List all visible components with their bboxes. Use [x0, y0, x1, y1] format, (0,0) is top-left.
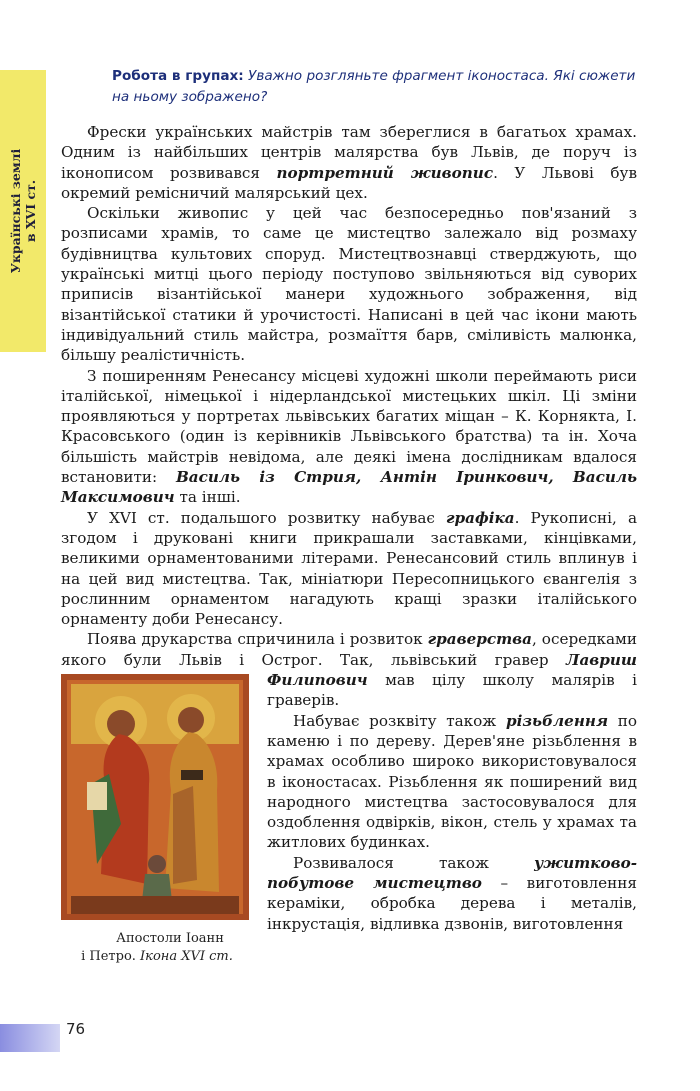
paragraph-6: Набуває розквіту також різьблення по каменю і по дереву. Дерев'яне різьблення в храмах особливо широко використовувалося в іконостасах. Різьблення як поширений вид народного мистецтва застосовувалося для оздоблення одвірків, вікон, стель у храмах та житлових будинках. [267, 711, 637, 852]
task-text: Уважно розгляньте фрагмент іконостаса. Які сюжети на ньому зображено? [112, 68, 636, 105]
paragraph-3: З поширенням Ренесансу місцеві художні школи переймають риси італійської, німецької і нідерландської мистецьких шкіл. Ці зміни проявляються у портретах львівських багатих міщан – К. Корнякта, І. Красовського (один із керівників Львівського братства) та ін. Хоча більшість майстрів невідома, але деякі імена дослідникам вдалося встановити: Василь із Стрия, Антін Іринкович, Василь Максимович та інші. [61, 366, 638, 507]
chapter-side-tab-label: Українські землі в XVI ст. [8, 148, 38, 274]
paragraph-7: Розвивалося також ужитково-побутове мистецтво – виготовлення кераміки, обробка дерева і металів, інкрустація, відливка дзвонів, виготовлення [267, 853, 637, 933]
paragraph-1: Фрески українських майстрів там збереглися в багатьох храмах. Одним із найбільших центрів малярства був Львів, де поруч із іконописом розвивався портретний живопис. У Львові був окремий ремісничий малярський цех. [61, 123, 638, 202]
paragraph-2: Оскільки живопис у цей час безпосередньо пов'язаний з розписами храмів, то саме це мистецтво залежало від розмаху будівництва культових споруд. Мистецтвознавці стверджують, що українські митці цього періоду поступово звільняються від суворих приписів візантійської манери художнього зображення, від візантійської статики й урочистості. Написані в цей час ікони мають індивідуальний стиль майстра, розмаїття барв, сміливість малюнка, більшу реалістичність. [61, 204, 637, 365]
paragraph-4: У XVI ст. подальшого розвитку набуває графіка. Рукописні, а згодом і друковані книги прикрашали заставками, кінцівками, великими орнаментованими літерами. Ренесансовий стиль вплинув і на цей вид мистецтва. Так, мініатюри Пересопницького євангелія з рослинним орнаментом нагадують кращі зразки італійського орнаменту доби Ренесансу. [61, 508, 638, 629]
task-label: Робота в групах: [112, 68, 244, 84]
group-work-task [112, 66, 638, 108]
icon-painting-apostles [61, 674, 249, 920]
page-number-tab [0, 1024, 60, 1052]
page-number: 76 [66, 1020, 86, 1038]
figure-caption: Апостоли Іоанн і Петро. Ікона XVI ст. [81, 931, 233, 965]
icon-figure [61, 674, 253, 964]
main-text [61, 122, 637, 968]
paragraph-5: Поява друкарства спричинила і розвиток граверства, осередками якого були Львів і Острог. Так, львівський гравер Апостоли Іоанн і Петро. Ікона XVI ст. Лавриш Филипович мав цілу школу малярів і граверів. [61, 630, 637, 965]
